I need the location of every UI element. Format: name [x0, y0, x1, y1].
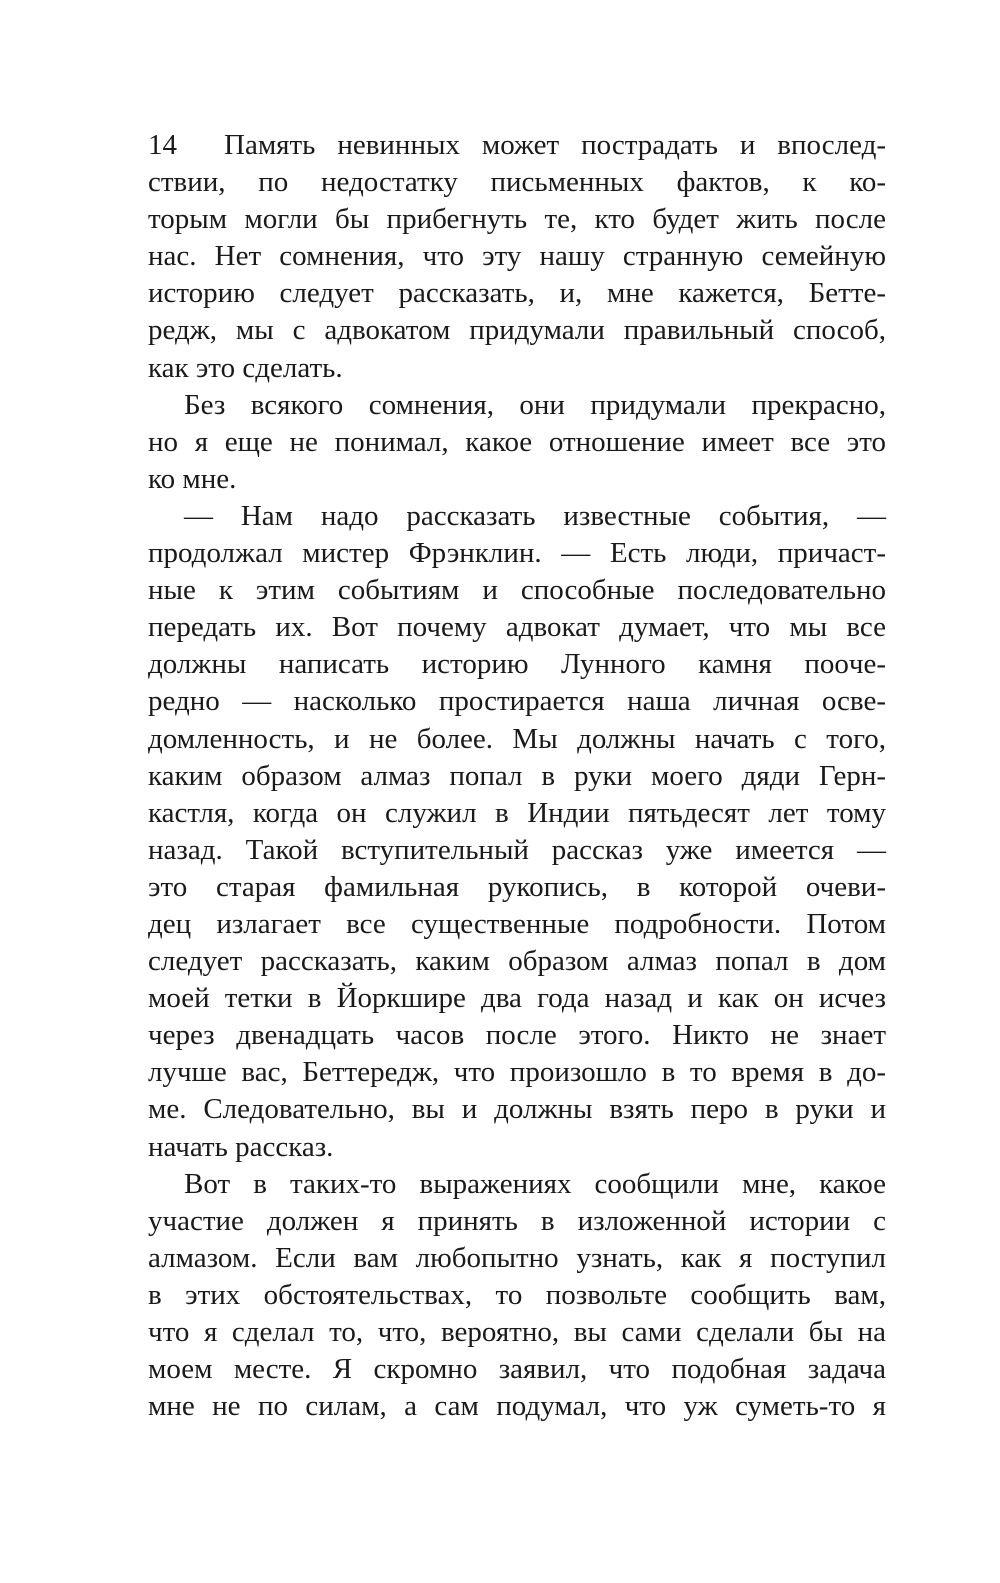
text-line: начать рассказ.	[148, 1130, 334, 1163]
text-line: мне не по силам, а сам подумал, что уж суметь-то я	[148, 1390, 886, 1423]
text-line: Память невинных может пострадать и впослед-	[224, 129, 886, 161]
text-line: моем месте. Я скромно заявил, что подобная задача	[148, 1353, 886, 1386]
text-line: Без всякого сомнения, они придумали прекрасно,	[184, 388, 886, 421]
text-line: ко мне.	[148, 462, 237, 495]
text-line: передать их. Вот почему адвокат думает, что мы все	[148, 611, 886, 644]
text-line: что я сделал то, что, вероятно, вы сами сделали бы на	[148, 1316, 886, 1348]
text-line: историю следует рассказать, и, мне кажется, Бетте-	[148, 277, 886, 310]
text-line: должны написать историю Лунного камня поoче-	[148, 648, 886, 681]
text-line: алмазом. Если вам любопытно узнать, как я поступил	[148, 1241, 886, 1274]
text-line: дец излагает все существенные подробности. Потом	[148, 907, 886, 940]
text-line: продолжал мистер Фрэнклин. — Есть люди, причаст-	[148, 537, 886, 570]
page-number: 14	[148, 129, 177, 161]
text-line: редно — насколько простирается наша личная осве-	[148, 685, 886, 718]
text-line: — Нам надо рассказать известные события, —	[184, 499, 886, 532]
text-line: как это сделать.	[148, 351, 343, 384]
body-text	[148, 127, 886, 1425]
text-line: редж, мы с адвокатом придумали правильный способ,	[148, 314, 886, 347]
text-line: в этих обстоятельствах, то позвольте сообщить вам,	[148, 1278, 886, 1311]
text-line: нас. Нет сомнения, что эту нашу странную семейную	[148, 240, 886, 273]
text-line: лучше вас, Беттередж, что произошло в то время в до-	[148, 1056, 886, 1089]
text-line: домленность, и не более. Мы должны начать с того,	[148, 722, 886, 755]
text-line: участие должен я принять в изложенной истории с	[148, 1204, 886, 1237]
text-line: через двенадцать часов после этого. Никто не знает	[148, 1019, 886, 1052]
text-line: следует рассказать, каким образом алмаз попал в дом	[148, 945, 886, 978]
text-line: моей тетки в Йоркшире два года назад и как он исчез	[148, 982, 886, 1015]
text-line: ные к этим событиям и способные последовательно	[148, 574, 886, 607]
text-line: каким образом алмаз попал в руки моего дяди Герн-	[148, 759, 886, 792]
text-line: ствии, по недостатку письменных фактов, к ко-	[148, 166, 886, 199]
text-line: назад. Такой вступительный рассказ уже имеется —	[148, 833, 886, 866]
text-line: кастля, когда он служил в Индии пятьдесят лет тому	[148, 796, 886, 829]
text-line: но я еще не понимал, какое отношение имеет все это	[148, 425, 886, 458]
text-line: торым могли бы прибегнуть те, кто будет жить после	[148, 203, 886, 236]
text-line: Вот в таких-то выражениях сообщили мне, какое	[184, 1167, 886, 1200]
text-line: это старая фамильная рукопись, в которой очеви-	[148, 870, 886, 903]
text-line: ме. Следовательно, вы и должны взять перо в руки и	[148, 1093, 886, 1126]
